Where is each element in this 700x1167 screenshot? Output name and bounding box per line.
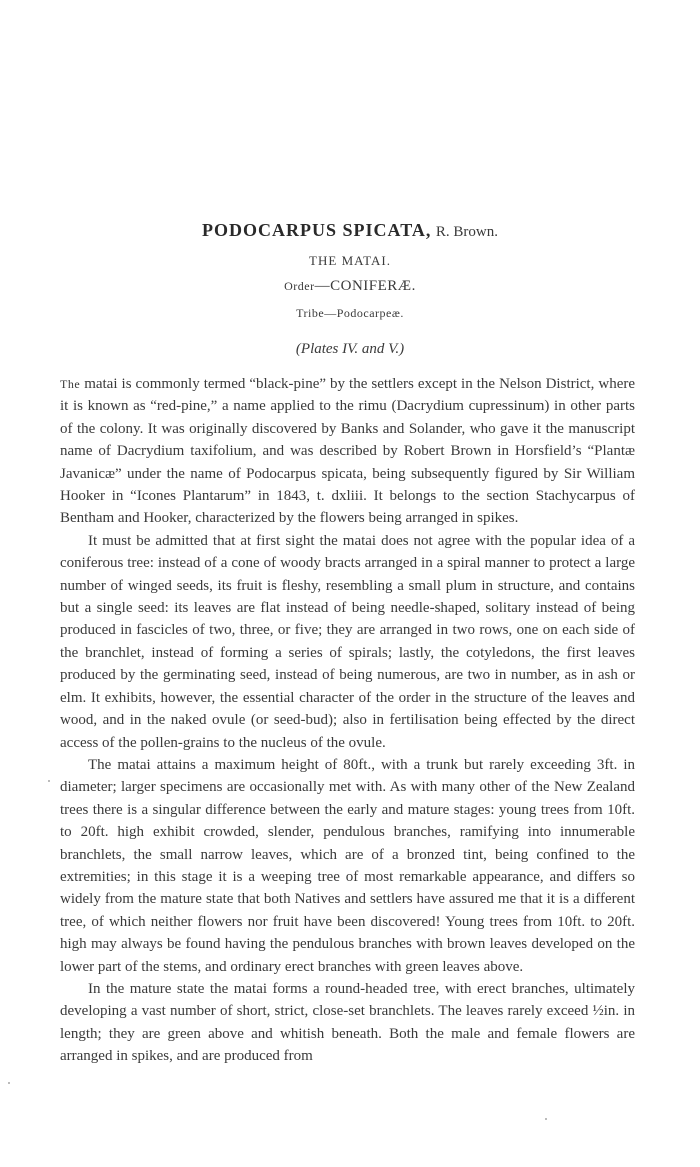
scan-speck (8, 1082, 10, 1084)
paragraph-lead: The (60, 377, 81, 391)
tribe-value: Podocarpeæ. (336, 306, 404, 320)
paragraph: The matai is commonly termed “black-pine” by the settlers except in the Nelson District, where it is known as “red-pine,” a name applied to the rimu (Dacrydium cupressinum) in other parts of the colony. It was originally discovered by Banks and Solander, who gave it the manuscript name of Dacrydium taxifolium, and was described by Robert Brown in Horsfield’s “Plantæ Javanicæ” under the name of Podocarpus spicata, being subsequently figured by Sir William Hooker in “Icones Plantarum” in 1843, t. dxliii. It belongs to the section Stachycarpus of Bentham and Hooker, characterized by the flowers being arranged in spikes. (60, 376, 636, 527)
article-title (0, 220, 700, 241)
species-name: PODOCARPUS SPICATA, (202, 220, 432, 240)
tribe-line (0, 306, 700, 321)
order-label: Order (284, 279, 315, 293)
plates-reference: (Plates IV. and V.) (295, 341, 405, 357)
tribe-label: Tribe (296, 306, 325, 320)
scan-speck (48, 780, 50, 782)
order-line (0, 278, 700, 295)
tribe-separator: — (324, 306, 337, 320)
common-name: THE MATAI. (309, 253, 391, 268)
order-separator: — (314, 278, 331, 294)
paragraph: It must be admitted that at first sight the matai does not agree with the popular idea of a coniferous tree: instead of a cone of woody bracts arranged in a spiral manner to protect a large number of winged seeds, its fruit is fleshy, resembling a small plum in structure, and contains but a single seed: its leaves are flat instead of being needle-shaped, solitary instead of being produced in fascicles of two, three, or five; they are arranged in two rows, one on each side of the branchlet, instead of forming a series of spirals; lastly, the cotyledons, the first leaves produced by the germinating seed, instead of being numerous, are two in number, as in ash or elm. It exhibits, however, the essential character of the order in the structure of the leaves and wood, and in the naked ovule (or seed-bud); also in fertilisation being effected by the direct access of the pollen-grains to the nucleus of the ovule. (60, 532, 635, 751)
paragraph: In the mature state the matai forms a round-headed tree, with erect branches, ultimately developing a vast number of short, strict, close-set branchlets. The leaves rarely exceed ½in. in length; they are green above and whitish beneath. Both the male and female flowers are arranged in spikes, and are produced from (60, 980, 635, 1065)
order-value: CONIFERÆ. (330, 278, 416, 294)
scan-speck (545, 1118, 547, 1120)
species-author: R. Brown. (435, 224, 498, 240)
article-body (60, 373, 635, 1068)
paragraph: The matai attains a maximum height of 80ft., with a trunk but rarely exceeding 3ft. in diameter; larger specimens are occasionally met with. As with many other of the New Zealand trees there is a singular difference between the early and mature stages: young trees from 10ft. to 20ft. high exhibit crowded, slender, pendulous branches, ramifying into innumerable branchlets, the small narrow leaves, which are of a bronzed tint, being confined to the extremities; in this stage it is a weeping tree of most remarkable appearance, and differs so widely from the mature state that both Natives and settlers have assured me that it is a different tree, of which neither flowers nor fruit have been discovered! Young trees from 10ft. to 20ft. high may always be found having the pendulous branches with brown leaves developed on the lower part of the stems, and ordinary erect branches with green leaves above. (60, 756, 635, 975)
